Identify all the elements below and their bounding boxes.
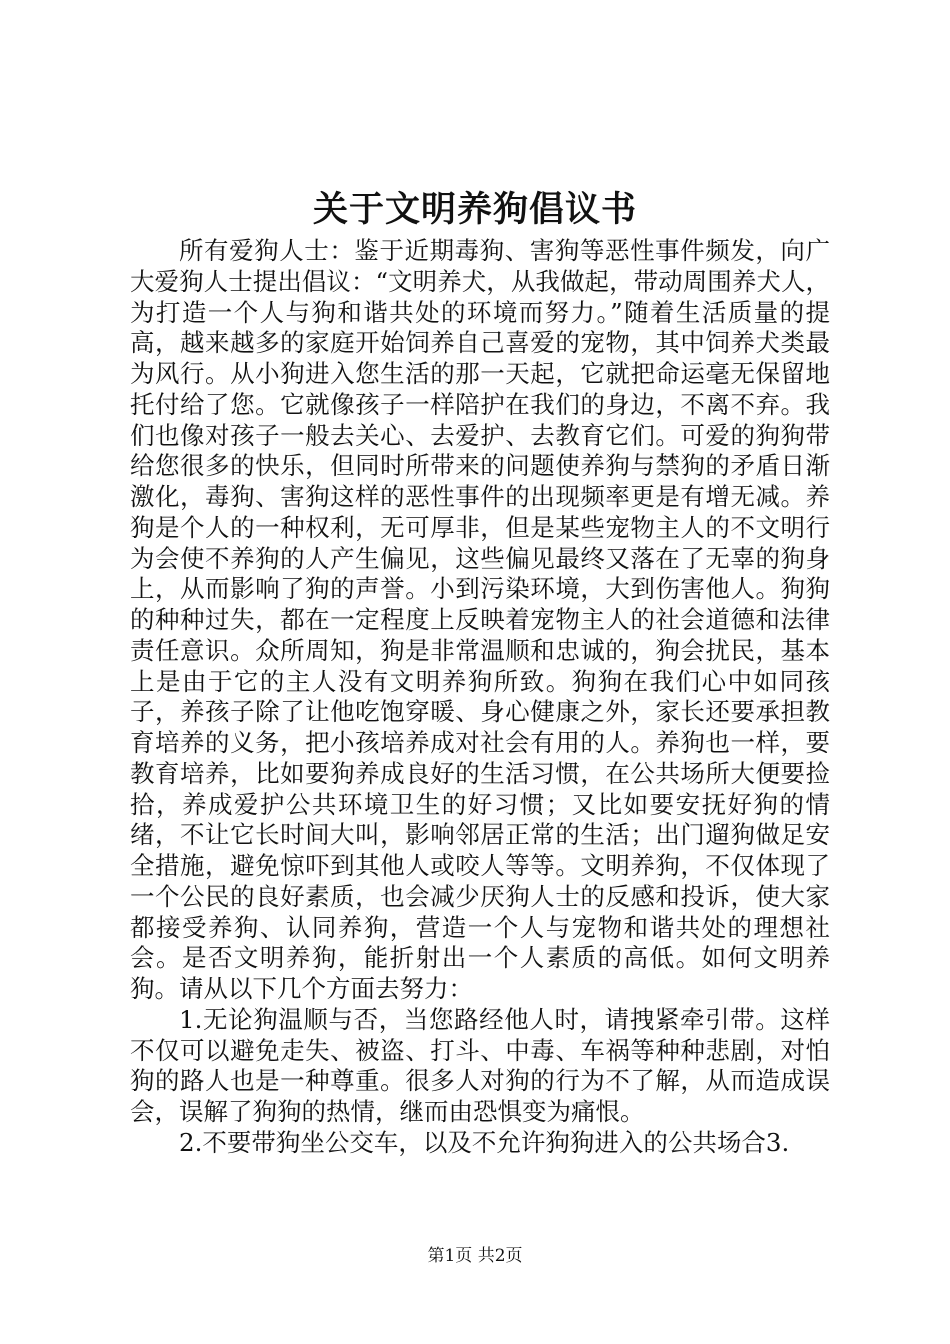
paragraph-intro: 所有爱狗人士：鉴于近期毒狗、害狗等恶性事件频发，向广大爱狗人士提出倡议：“文明养犬，从我做起，带动周围养犬人，为打造一个人与狗和谐共处的环境而努力。”随着生活质量的提高，越来越多的家庭开始饲养自己喜爱的宠物，其中饲养犬类最为风行。从小狗进入您生活的那一天起，它就把命运毫无保留地托付给了您。它就像孩子一样陪护在我们的身边，不离不弃。我们也像对孩子一般去关心、去爱护、去教育它们。可爱的狗狗带给您很多的快乐，但同时所带来的问题使养狗与禁狗的矛盾日渐激化，毒狗、害狗这样的恶性事件的出现频率更是有增无减。养狗是个人的一种权利，无可厚非，但是某些宠物主人的不文明行为会使不养狗的人产生偏见，这些偏见最终又落在了无辜的狗身上，从而影响了狗的声誉。小到污染环境，大到伤害他人。狗狗的种种过失，都在一定程度上反映着宠物主人的社会道德和法律责任意识。众所周知，狗是非常温顺和忠诚的，狗会扰民，基本上是由于它的主人没有文明养狗所致。狗狗在我们心中如同孩子，养孩子除了让他吃饱穿暖、身心健康之外，家长还要承担教育培养的义务，把小孩培养成对社会有用的人。养狗也一样，要教育培养，比如要狗养成良好的生活习惯，在公共场所大便要捡拾，养成爱护公共环境卫生的好习惯；又比如要安抚好狗的情绪，不让它长时间大叫，影响邻居正常的生活；出门遛狗做足安全措施，避免惊吓到其他人或咬人等等。文明养狗，不仅体现了一个公民的良好素质，也会减少厌狗人士的反感和投诉，使大家都接受养狗、认同养狗，营造一个人与宠物和谐共处的理想社会。是否文明养狗，能折射出一个人素质的高低。如何文明养狗。请从以下几个方面去努力：: [130, 236, 830, 1003]
paragraph-item-1: 1.无论狗温顺与否，当您路经他人时，请拽紧牵引带。这样不仅可以避免走失、被盗、打斗、中毒、车祸等种种悲剧，对怕狗的路人也是一种尊重。很多人对狗的行为不了解，从而造成误会，误解了狗狗的热情，继而由恐惧变为痛恨。: [130, 1004, 830, 1126]
paragraph-item-2: 2.不要带狗坐公交车，以及不允许狗狗进入的公共场合3.: [179, 1127, 790, 1157]
document-title: 关于文明养狗倡议书: [312, 189, 637, 230]
document-body: [130, 236, 830, 1159]
page-footer: 第1页 共2页: [427, 1246, 523, 1266]
